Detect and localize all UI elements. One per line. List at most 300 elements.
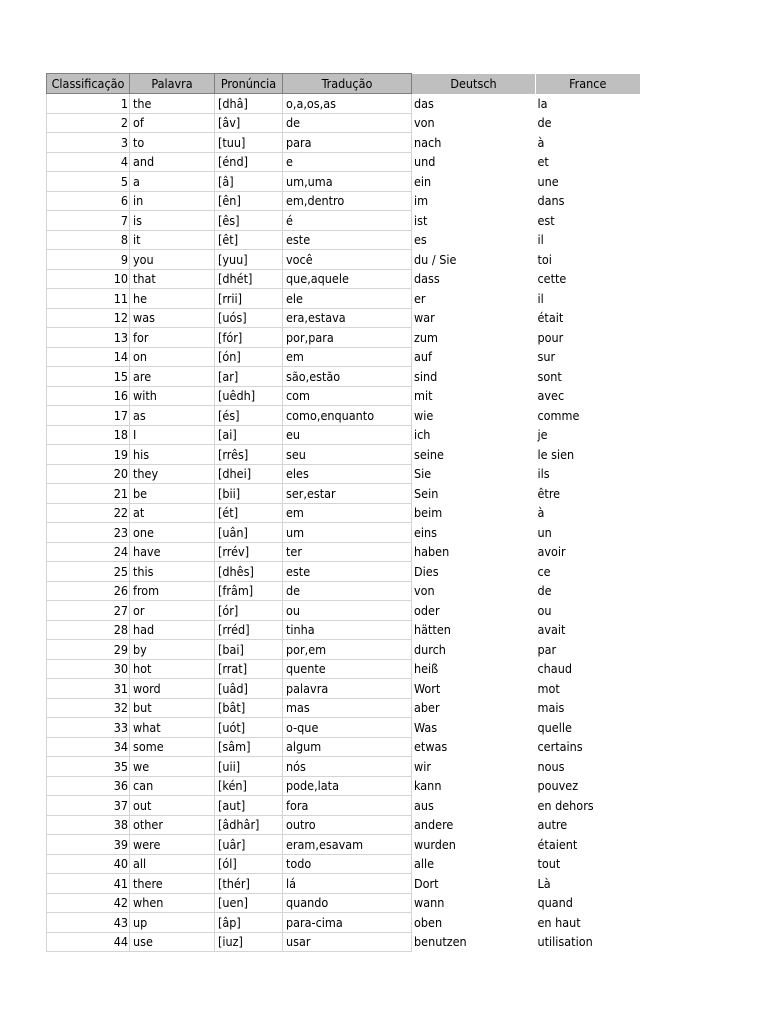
cell-pronunciation: [sâm] <box>215 737 283 757</box>
cell-deutsch: sind <box>414 368 438 384</box>
table-row <box>47 269 640 289</box>
cell-france: par <box>537 641 557 657</box>
cell-france: mais <box>537 700 565 716</box>
cell-pronunciation: [frâm] <box>215 581 283 601</box>
cell-word: his <box>130 445 215 465</box>
cell-translation: você <box>283 250 412 270</box>
table-row <box>47 718 640 738</box>
vocabulary-sheet <box>46 73 640 952</box>
cell-rank: 39 <box>47 835 130 855</box>
cell-france: cette <box>537 271 567 287</box>
cell-deutsch: war <box>414 310 435 326</box>
cell-deutsch: Wort <box>414 680 441 696</box>
table-row <box>47 191 640 211</box>
cell-translation: ou <box>283 601 412 621</box>
cell-france: Là <box>537 875 551 891</box>
cell-france: sur <box>537 349 556 365</box>
cell-france: certains <box>537 739 583 755</box>
cell-france: comme <box>537 407 580 423</box>
cell-deutsch: andere <box>414 817 454 833</box>
cell-france: être <box>537 485 561 501</box>
cell-france: quelle <box>537 719 572 735</box>
cell-translation: este <box>283 230 412 250</box>
cell-france: est <box>537 212 555 228</box>
table-row <box>47 386 640 406</box>
cell-translation: lá <box>283 874 412 894</box>
cell-word: of <box>130 113 215 133</box>
table-row <box>47 581 640 601</box>
cell-word: use <box>130 932 215 952</box>
cell-deutsch: benutzen <box>414 934 467 950</box>
cell-word: were <box>130 835 215 855</box>
cell-france: mot <box>537 680 560 696</box>
cell-translation: por,em <box>283 640 412 660</box>
cell-pronunciation: [êt] <box>215 230 283 250</box>
cell-rank: 24 <box>47 542 130 562</box>
cell-word: you <box>130 250 215 270</box>
cell-rank: 9 <box>47 250 130 270</box>
cell-deutsch: Was <box>414 719 438 735</box>
cell-pronunciation: [uii] <box>215 757 283 777</box>
cell-deutsch: eins <box>414 524 438 540</box>
cell-word: the <box>130 94 215 114</box>
cell-translation: o,a,os,as <box>283 94 412 114</box>
cell-translation: usar <box>283 932 412 952</box>
cell-deutsch: hätten <box>414 622 451 638</box>
cell-france: autre <box>537 817 568 833</box>
cell-word: was <box>130 308 215 328</box>
cell-france: en haut <box>537 914 581 930</box>
cell-pronunciation: [tuu] <box>215 133 283 153</box>
cell-pronunciation: [âdhâr] <box>215 815 283 835</box>
cell-france: avoir <box>537 544 566 560</box>
cell-france: la <box>537 95 548 111</box>
cell-word: some <box>130 737 215 757</box>
cell-deutsch: er <box>414 290 426 306</box>
cell-france: utilisation <box>537 934 593 950</box>
cell-deutsch: wir <box>414 758 431 774</box>
cell-translation: e <box>283 152 412 172</box>
cell-deutsch: haben <box>414 544 450 560</box>
cell-deutsch: wann <box>414 895 445 911</box>
cell-pronunciation: [kén] <box>215 776 283 796</box>
cell-france: une <box>537 173 559 189</box>
cell-word: from <box>130 581 215 601</box>
header-word: Palavra <box>130 74 215 94</box>
cell-translation: quando <box>283 893 412 913</box>
table-row <box>47 523 640 543</box>
cell-rank: 14 <box>47 347 130 367</box>
cell-rank: 42 <box>47 893 130 913</box>
cell-translation: em <box>283 347 412 367</box>
cell-france: un <box>537 524 552 540</box>
header-translation: Tradução <box>283 74 412 94</box>
table-row <box>47 464 640 484</box>
cell-word: out <box>130 796 215 816</box>
cell-france: chaud <box>537 661 572 677</box>
cell-deutsch: Sein <box>414 485 439 501</box>
cell-word: it <box>130 230 215 250</box>
cell-france: avait <box>537 622 566 638</box>
cell-pronunciation: [uót] <box>215 718 283 738</box>
cell-pronunciation: [aut] <box>215 796 283 816</box>
table-row <box>47 874 640 894</box>
cell-translation: fora <box>283 796 412 816</box>
cell-france: dans <box>537 193 565 209</box>
cell-word: all <box>130 854 215 874</box>
table-row <box>47 503 640 523</box>
table-row <box>47 601 640 621</box>
cell-rank: 22 <box>47 503 130 523</box>
cell-translation: este <box>283 562 412 582</box>
cell-deutsch: du / Sie <box>414 251 457 267</box>
cell-deutsch: im <box>414 193 429 209</box>
cell-rank: 23 <box>47 523 130 543</box>
cell-pronunciation: [uêdh] <box>215 386 283 406</box>
cell-translation: eles <box>283 464 412 484</box>
cell-deutsch: oder <box>414 602 440 618</box>
cell-pronunciation: [uós] <box>215 308 283 328</box>
cell-translation: são,estão <box>283 367 412 387</box>
cell-word: other <box>130 815 215 835</box>
table-row <box>47 289 640 309</box>
cell-france: je <box>537 427 548 443</box>
table-row <box>47 542 640 562</box>
cell-rank: 30 <box>47 659 130 679</box>
cell-france: à <box>537 134 545 150</box>
cell-translation: ele <box>283 289 412 309</box>
table-row <box>47 737 640 757</box>
cell-deutsch: auf <box>414 349 432 365</box>
table-row <box>47 445 640 465</box>
table-row <box>47 562 640 582</box>
cell-rank: 5 <box>47 172 130 192</box>
cell-pronunciation: [dhét] <box>215 269 283 289</box>
cell-word: I <box>130 425 215 445</box>
cell-rank: 17 <box>47 406 130 426</box>
table-row <box>47 425 640 445</box>
cell-rank: 26 <box>47 581 130 601</box>
cell-translation: o-que <box>283 718 412 738</box>
cell-rank: 4 <box>47 152 130 172</box>
cell-deutsch: kann <box>414 778 442 794</box>
cell-france: quand <box>537 895 573 911</box>
cell-word: is <box>130 211 215 231</box>
cell-pronunciation: [rréd] <box>215 620 283 640</box>
table-row <box>47 679 640 699</box>
cell-deutsch: nach <box>414 134 442 150</box>
cell-deutsch: seine <box>414 446 444 462</box>
cell-france: et <box>537 154 549 170</box>
cell-word: word <box>130 679 215 699</box>
cell-rank: 20 <box>47 464 130 484</box>
vocabulary-table <box>46 73 640 952</box>
cell-france: le sien <box>537 446 575 462</box>
table-row <box>47 893 640 913</box>
cell-pronunciation: [rrév] <box>215 542 283 562</box>
cell-word: a <box>130 172 215 192</box>
cell-rank: 18 <box>47 425 130 445</box>
cell-word: in <box>130 191 215 211</box>
cell-translation: todo <box>283 854 412 874</box>
cell-pronunciation: [dhâ] <box>215 94 283 114</box>
cell-pronunciation: [yuu] <box>215 250 283 270</box>
cell-deutsch: durch <box>414 641 446 657</box>
cell-rank: 31 <box>47 679 130 699</box>
cell-word: this <box>130 562 215 582</box>
cell-pronunciation: [bai] <box>215 640 283 660</box>
table-row <box>47 698 640 718</box>
cell-rank: 36 <box>47 776 130 796</box>
cell-rank: 3 <box>47 133 130 153</box>
cell-word: on <box>130 347 215 367</box>
cell-rank: 19 <box>47 445 130 465</box>
header-pronunciation: Pronúncia <box>215 74 283 94</box>
cell-rank: 2 <box>47 113 130 133</box>
cell-word: he <box>130 289 215 309</box>
cell-word: but <box>130 698 215 718</box>
cell-rank: 41 <box>47 874 130 894</box>
cell-rank: 6 <box>47 191 130 211</box>
cell-rank: 43 <box>47 913 130 933</box>
cell-word: or <box>130 601 215 621</box>
cell-pronunciation: [uân] <box>215 523 283 543</box>
cell-pronunciation: [és] <box>215 406 283 426</box>
cell-rank: 25 <box>47 562 130 582</box>
cell-france: en dehors <box>537 797 594 813</box>
cell-word: that <box>130 269 215 289</box>
cell-rank: 40 <box>47 854 130 874</box>
cell-france: avec <box>537 388 565 404</box>
cell-translation: nós <box>283 757 412 777</box>
cell-deutsch: es <box>414 232 427 248</box>
cell-translation: seu <box>283 445 412 465</box>
cell-translation: de <box>283 113 412 133</box>
cell-deutsch: ich <box>414 427 431 443</box>
cell-deutsch: oben <box>414 914 443 930</box>
cell-france: toi <box>537 251 552 267</box>
cell-pronunciation: [ór] <box>215 601 283 621</box>
table-row <box>47 230 640 250</box>
cell-translation: de <box>283 581 412 601</box>
cell-translation: ser,estar <box>283 484 412 504</box>
header-france: France <box>536 74 640 94</box>
cell-rank: 38 <box>47 815 130 835</box>
cell-word: what <box>130 718 215 738</box>
cell-france: pour <box>537 329 564 345</box>
cell-pronunciation: [ón] <box>215 347 283 367</box>
table-row <box>47 250 640 270</box>
cell-france: tout <box>537 856 561 872</box>
cell-word: had <box>130 620 215 640</box>
cell-word: by <box>130 640 215 660</box>
cell-translation: pode,lata <box>283 776 412 796</box>
cell-pronunciation: [ét] <box>215 503 283 523</box>
cell-translation: para <box>283 133 412 153</box>
cell-translation: outro <box>283 815 412 835</box>
table-row <box>47 815 640 835</box>
cell-deutsch: und <box>414 154 436 170</box>
cell-deutsch: von <box>414 583 435 599</box>
cell-word: and <box>130 152 215 172</box>
cell-france: il <box>537 290 544 306</box>
cell-france: ou <box>537 602 552 618</box>
cell-translation: tinha <box>283 620 412 640</box>
cell-translation: por,para <box>283 328 412 348</box>
cell-translation: palavra <box>283 679 412 699</box>
cell-rank: 11 <box>47 289 130 309</box>
cell-word: as <box>130 406 215 426</box>
table-row <box>47 484 640 504</box>
table-row <box>47 659 640 679</box>
cell-deutsch: ein <box>414 173 432 189</box>
cell-france: pouvez <box>537 778 579 794</box>
cell-translation: eu <box>283 425 412 445</box>
cell-rank: 35 <box>47 757 130 777</box>
cell-rank: 15 <box>47 367 130 387</box>
cell-translation: com <box>283 386 412 406</box>
cell-rank: 7 <box>47 211 130 231</box>
cell-pronunciation: [iuz] <box>215 932 283 952</box>
cell-rank: 44 <box>47 932 130 952</box>
cell-rank: 1 <box>47 94 130 114</box>
table-row <box>47 620 640 640</box>
cell-translation: quente <box>283 659 412 679</box>
cell-pronunciation: [âp] <box>215 913 283 933</box>
cell-translation: um <box>283 523 412 543</box>
cell-word: can <box>130 776 215 796</box>
cell-word: they <box>130 464 215 484</box>
table-row <box>47 757 640 777</box>
cell-deutsch: aus <box>414 797 434 813</box>
cell-pronunciation: [ês] <box>215 211 283 231</box>
cell-deutsch: aber <box>414 700 440 716</box>
cell-rank: 28 <box>47 620 130 640</box>
table-row <box>47 94 640 114</box>
cell-translation: eram,esavam <box>283 835 412 855</box>
cell-word: be <box>130 484 215 504</box>
cell-pronunciation: [rrês] <box>215 445 283 465</box>
table-row <box>47 835 640 855</box>
cell-pronunciation: [bât] <box>215 698 283 718</box>
cell-deutsch: zum <box>414 329 438 345</box>
cell-pronunciation: [ar] <box>215 367 283 387</box>
cell-translation: ter <box>283 542 412 562</box>
cell-deutsch: dass <box>414 271 440 287</box>
cell-france: de <box>537 583 552 599</box>
table-row <box>47 133 640 153</box>
table-row <box>47 796 640 816</box>
table-row <box>47 152 640 172</box>
table-row <box>47 172 640 192</box>
table-row <box>47 913 640 933</box>
table-row <box>47 347 640 367</box>
cell-deutsch: wie <box>414 407 434 423</box>
cell-rank: 37 <box>47 796 130 816</box>
cell-translation: em <box>283 503 412 523</box>
cell-pronunciation: [ên] <box>215 191 283 211</box>
cell-deutsch: wurden <box>414 836 456 852</box>
cell-pronunciation: [ól] <box>215 854 283 874</box>
cell-france: ce <box>537 563 551 579</box>
cell-france: était <box>537 310 564 326</box>
cell-pronunciation: [rrii] <box>215 289 283 309</box>
cell-pronunciation: [fór] <box>215 328 283 348</box>
table-row <box>47 308 640 328</box>
cell-rank: 33 <box>47 718 130 738</box>
header-deutsch: Deutsch <box>412 74 536 94</box>
cell-deutsch: mit <box>414 388 433 404</box>
cell-pronunciation: [uâr] <box>215 835 283 855</box>
cell-translation: em,dentro <box>283 191 412 211</box>
cell-word: are <box>130 367 215 387</box>
cell-pronunciation: [ai] <box>215 425 283 445</box>
cell-pronunciation: [thér] <box>215 874 283 894</box>
cell-pronunciation: [énd] <box>215 152 283 172</box>
cell-translation: que,aquele <box>283 269 412 289</box>
cell-deutsch: heiß <box>414 661 439 677</box>
cell-translation: mas <box>283 698 412 718</box>
cell-translation: um,uma <box>283 172 412 192</box>
cell-deutsch: Sie <box>414 466 432 482</box>
cell-rank: 13 <box>47 328 130 348</box>
cell-france: à <box>537 505 545 521</box>
cell-france: sont <box>537 368 562 384</box>
cell-word: when <box>130 893 215 913</box>
cell-pronunciation: [dhei] <box>215 464 283 484</box>
cell-word: have <box>130 542 215 562</box>
cell-rank: 21 <box>47 484 130 504</box>
cell-translation: é <box>283 211 412 231</box>
cell-word: we <box>130 757 215 777</box>
table-row <box>47 932 640 952</box>
cell-france: de <box>537 115 552 131</box>
cell-rank: 34 <box>47 737 130 757</box>
cell-pronunciation: [dhês] <box>215 562 283 582</box>
cell-word: up <box>130 913 215 933</box>
table-body <box>47 94 640 952</box>
cell-france: étaient <box>537 836 578 852</box>
cell-pronunciation: [uâd] <box>215 679 283 699</box>
table-row <box>47 328 640 348</box>
cell-france: il <box>537 232 544 248</box>
cell-translation: algum <box>283 737 412 757</box>
table-row <box>47 854 640 874</box>
cell-rank: 8 <box>47 230 130 250</box>
table-row <box>47 640 640 660</box>
cell-rank: 27 <box>47 601 130 621</box>
cell-deutsch: Dies <box>414 563 439 579</box>
cell-translation: para-cima <box>283 913 412 933</box>
header-rank: Classificação <box>47 74 130 94</box>
cell-pronunciation: [âv] <box>215 113 283 133</box>
header-row <box>47 74 640 94</box>
table-row <box>47 406 640 426</box>
cell-deutsch: beim <box>414 505 443 521</box>
cell-word: there <box>130 874 215 894</box>
cell-translation: como,enquanto <box>283 406 412 426</box>
table-row <box>47 113 640 133</box>
table-row <box>47 776 640 796</box>
cell-rank: 32 <box>47 698 130 718</box>
cell-word: to <box>130 133 215 153</box>
cell-deutsch: ist <box>414 212 428 228</box>
cell-pronunciation: [uen] <box>215 893 283 913</box>
cell-word: with <box>130 386 215 406</box>
cell-word: hot <box>130 659 215 679</box>
cell-word: one <box>130 523 215 543</box>
cell-rank: 29 <box>47 640 130 660</box>
